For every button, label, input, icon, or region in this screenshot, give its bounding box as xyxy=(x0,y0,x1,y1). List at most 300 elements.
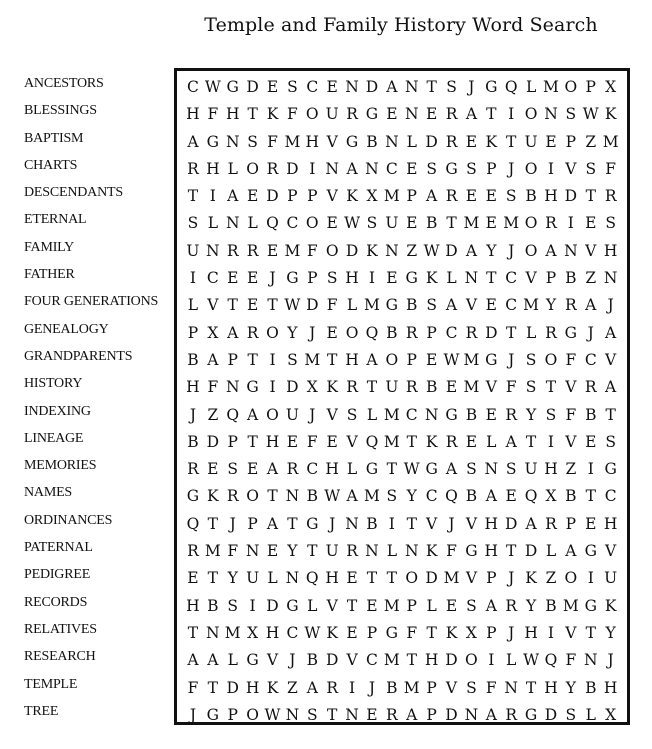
grid-letter: I xyxy=(209,187,216,206)
grid-letter: B xyxy=(585,405,597,424)
grid-letter: J xyxy=(508,350,515,369)
grid-letter: R xyxy=(505,705,518,724)
grid-letter: G xyxy=(405,269,418,288)
grid-letter: D xyxy=(425,569,438,588)
grid-letter: V xyxy=(326,596,338,615)
grid-letter: F xyxy=(406,623,418,642)
grid-letter: R xyxy=(604,187,617,206)
grid-letter: S xyxy=(326,269,338,288)
grid-letter: G xyxy=(286,269,299,288)
grid-letter: M xyxy=(543,78,559,96)
grid-letter: E xyxy=(386,269,398,288)
grid-letter: O xyxy=(266,405,279,424)
grid-letter: V xyxy=(565,623,577,642)
grid-letter: T xyxy=(307,542,318,561)
grid-letter: H xyxy=(544,678,558,697)
grid-letter: P xyxy=(227,350,238,369)
grid-letter: T xyxy=(605,405,616,424)
grid-letter: R xyxy=(326,678,339,697)
word-list-item: CHARTS xyxy=(24,157,78,173)
grid-letter: J xyxy=(607,296,614,315)
grid-row xyxy=(177,183,627,210)
grid-letter: Y xyxy=(486,241,497,260)
grid-letter: T xyxy=(386,569,398,588)
grid-letter: V xyxy=(445,678,458,697)
grid-letter: B xyxy=(425,378,438,397)
grid-letter: N xyxy=(365,542,379,561)
grid-letter: H xyxy=(186,105,200,124)
grid-letter: J xyxy=(189,705,197,724)
grid-letter: V xyxy=(426,514,438,533)
grid-letter: D xyxy=(445,705,458,724)
grid-letter: O xyxy=(246,159,259,178)
grid-letter: P xyxy=(426,678,437,697)
grid-letter: G xyxy=(186,487,200,506)
grid-letter: N xyxy=(345,78,359,96)
grid-letter: V xyxy=(605,542,617,561)
grid-letter: K xyxy=(425,542,438,561)
grid-letter: S xyxy=(446,78,457,96)
grid-letter: H xyxy=(206,159,220,178)
word-list-item: NAMES xyxy=(24,485,73,501)
grid-letter: K xyxy=(326,623,338,642)
grid-letter: V xyxy=(326,187,338,206)
grid-letter: J xyxy=(508,623,515,642)
grid-letter: A xyxy=(227,187,239,206)
grid-letter: M xyxy=(383,596,400,615)
grid-letter: A xyxy=(247,405,259,424)
grid-letter: V xyxy=(207,296,219,315)
grid-letter: E xyxy=(406,214,418,233)
grid-letter: R xyxy=(346,378,358,397)
grid-letter: L xyxy=(267,569,278,588)
grid-letter: C xyxy=(405,405,418,424)
word-list-item: RELATIVES xyxy=(24,621,97,637)
grid-letter: V xyxy=(585,241,597,260)
grid-letter: M xyxy=(364,487,380,506)
grid-letter: I xyxy=(269,378,276,397)
grid-letter: K xyxy=(425,269,438,288)
grid-letter: G xyxy=(365,105,379,124)
grid-letter: N xyxy=(464,705,479,724)
grid-letter: N xyxy=(464,269,479,288)
grid-letter: T xyxy=(386,460,398,479)
grid-row xyxy=(177,483,627,510)
word-list-item: LINEAGE xyxy=(24,430,84,446)
grid-letter: A xyxy=(445,460,458,479)
grid-letter: F xyxy=(505,378,517,397)
grid-letter: R xyxy=(445,432,458,451)
grid-letter: E xyxy=(425,105,438,124)
grid-letter: P xyxy=(406,350,417,369)
word-list xyxy=(24,70,174,725)
grid-letter: C xyxy=(584,350,597,369)
grid-letter: R xyxy=(465,323,478,342)
grid-letter: A xyxy=(505,432,517,451)
grid-letter: Q xyxy=(365,323,379,342)
grid-letter: F xyxy=(306,241,318,260)
grid-letter: R xyxy=(405,323,418,342)
grid-letter: M xyxy=(503,214,520,233)
grid-letter: T xyxy=(406,514,417,533)
grid-letter: M xyxy=(523,296,540,315)
grid-letter: I xyxy=(189,269,196,288)
grid-letter: P xyxy=(287,187,298,206)
grid-letter: J xyxy=(229,514,236,533)
grid-letter: T xyxy=(247,105,258,124)
grid-letter: L xyxy=(346,460,358,479)
grid-letter: J xyxy=(329,514,336,533)
grid-letter: I xyxy=(547,432,555,451)
grid-letter: B xyxy=(207,596,219,615)
grid-letter: A xyxy=(406,705,418,724)
grid-letter: V xyxy=(326,405,338,424)
grid-letter: I xyxy=(388,514,395,533)
grid-letter: F xyxy=(306,432,318,451)
grid-letter: G xyxy=(385,623,399,642)
grid-letter: D xyxy=(325,651,339,670)
grid-letter: M xyxy=(463,350,480,369)
grid-letter: Y xyxy=(525,405,537,424)
grid-letter: E xyxy=(246,269,259,288)
grid-letter: L xyxy=(426,596,437,615)
grid-letter: N xyxy=(365,159,379,178)
grid-letter: P xyxy=(486,569,497,588)
grid-letter: N xyxy=(206,241,220,260)
grid-letter: B xyxy=(425,214,438,233)
grid-letter: S xyxy=(545,405,557,424)
grid-letter: E xyxy=(266,78,279,96)
grid-letter: L xyxy=(227,651,238,670)
grid-letter: J xyxy=(508,159,515,178)
grid-letter: Y xyxy=(287,542,298,561)
grid-letter: O xyxy=(266,323,279,342)
grid-letter: S xyxy=(426,296,437,315)
grid-letter: E xyxy=(227,269,239,288)
grid-letter: H xyxy=(325,569,339,588)
grid-letter: R xyxy=(386,705,398,724)
grid-letter: Z xyxy=(207,405,219,424)
word-list-item: ETERNAL xyxy=(24,212,87,228)
grid-row xyxy=(177,238,627,265)
grid-letter: W xyxy=(264,705,281,724)
grid-letter: N xyxy=(325,159,339,178)
grid-letter: G xyxy=(246,651,259,670)
grid-letter: A xyxy=(266,460,279,479)
grid-letter: D xyxy=(564,187,578,206)
grid-letter: T xyxy=(207,678,218,697)
grid-letter: M xyxy=(364,296,380,315)
grid-letter: T xyxy=(247,432,258,451)
grid-letter: B xyxy=(585,678,597,697)
grid-letter: R xyxy=(584,378,597,397)
grid-letter: Q xyxy=(524,487,538,506)
grid-letter: S xyxy=(505,187,517,206)
grid-letter: C xyxy=(445,323,458,342)
grid-row xyxy=(177,402,627,429)
grid-letter: E xyxy=(545,132,557,151)
grid-letter: S xyxy=(605,214,616,233)
word-list-item: FOUR GENERATIONS xyxy=(24,294,159,310)
word-list-item: PATERNAL xyxy=(24,540,93,556)
word-list-item: RECORDS xyxy=(24,594,88,610)
grid-letter: K xyxy=(207,487,219,506)
grid-letter: P xyxy=(406,187,417,206)
grid-letter: J xyxy=(269,269,276,288)
grid-letter: L xyxy=(346,296,358,315)
grid-letter: T xyxy=(426,78,437,96)
grid-row xyxy=(177,565,627,592)
grid-letter: P xyxy=(426,323,437,342)
grid-letter: S xyxy=(466,596,477,615)
grid-letter: D xyxy=(485,323,498,342)
grid-letter: E xyxy=(266,542,279,561)
grid-letter: S xyxy=(466,460,477,479)
grid-letter: E xyxy=(286,432,299,451)
grid-letter: X xyxy=(366,187,378,206)
grid-letter: E xyxy=(207,460,219,479)
grid-letter: V xyxy=(465,296,478,315)
grid-letter: K xyxy=(266,678,279,697)
grid-letter: E xyxy=(465,132,478,151)
grid-letter: A xyxy=(227,323,239,342)
grid-letter: D xyxy=(226,678,239,697)
grid-letter: L xyxy=(386,542,397,561)
grid-letter: M xyxy=(284,132,301,151)
grid-letter: P xyxy=(307,187,318,206)
grid-letter: K xyxy=(604,596,617,615)
grid-letter: T xyxy=(207,569,218,588)
grid-letter: A xyxy=(207,651,219,670)
grid-letter: O xyxy=(305,105,319,124)
grid-letter: P xyxy=(247,514,258,533)
grid-letter: R xyxy=(226,487,239,506)
grid-letter: F xyxy=(565,405,577,424)
grid-letter: Z xyxy=(585,269,597,288)
grid-letter: T xyxy=(227,296,238,315)
grid-letter: W xyxy=(403,460,420,479)
grid-letter: R xyxy=(405,378,418,397)
word-list-item: RESEARCH xyxy=(24,649,96,665)
grid-letter: R xyxy=(445,187,458,206)
grid-letter: H xyxy=(424,651,439,670)
grid-letter: B xyxy=(386,323,398,342)
grid-letter: I xyxy=(508,105,515,124)
grid-row xyxy=(177,374,627,401)
grid-letter: Z xyxy=(545,569,557,588)
grid-row xyxy=(177,265,627,292)
grid-letter: I xyxy=(547,623,555,642)
grid-letter: T xyxy=(506,323,517,342)
grid-letter: T xyxy=(366,378,378,397)
grid-letter: A xyxy=(605,323,617,342)
grid-letter: E xyxy=(425,350,438,369)
grid-letter: W xyxy=(443,350,460,369)
grid-letter: U xyxy=(285,405,299,424)
grid-letter: E xyxy=(585,432,597,451)
grid-letter: X xyxy=(465,623,477,642)
grid-letter: K xyxy=(525,569,537,588)
grid-letter: M xyxy=(284,241,301,260)
grid-row xyxy=(177,511,627,538)
grid-letter: S xyxy=(585,159,597,178)
grid-letter: R xyxy=(226,241,239,260)
grid-letter: M xyxy=(463,378,480,397)
grid-letter: V xyxy=(326,132,338,151)
grid-letter: J xyxy=(309,405,316,424)
grid-letter: M xyxy=(304,350,321,369)
grid-letter: V xyxy=(465,569,478,588)
grid-letter: Y xyxy=(605,623,616,642)
grid-letter: W xyxy=(523,651,540,670)
grid-row xyxy=(177,429,627,456)
grid-letter: T xyxy=(486,105,497,124)
grid-letter: G xyxy=(445,159,458,178)
grid-letter: N xyxy=(404,78,419,96)
grid-letter: M xyxy=(383,651,400,670)
grid-letter: J xyxy=(587,323,594,342)
grid-letter: D xyxy=(266,596,279,615)
grid-letter: E xyxy=(187,569,199,588)
grid-letter: O xyxy=(246,705,259,724)
grid-letter: N xyxy=(345,705,359,724)
grid-letter: L xyxy=(446,269,457,288)
grid-letter: E xyxy=(585,214,597,233)
grid-letter: B xyxy=(187,350,199,369)
word-list-item: TREE xyxy=(24,703,59,719)
grid-letter: H xyxy=(544,187,558,206)
grid-row xyxy=(177,647,627,674)
grid-letter: E xyxy=(346,569,358,588)
grid-letter: U xyxy=(604,569,618,588)
grid-letter: H xyxy=(544,460,558,479)
grid-letter: E xyxy=(326,78,338,96)
grid-letter: X xyxy=(306,378,318,397)
grid-letter: Z xyxy=(287,678,298,697)
grid-letter: A xyxy=(605,378,617,397)
grid-letter: F xyxy=(207,105,219,124)
grid-letter: U xyxy=(524,132,538,151)
grid-letter: N xyxy=(225,132,240,151)
grid-letter: L xyxy=(525,323,537,342)
grid-letter: E xyxy=(326,432,338,451)
grid-letter: W xyxy=(582,105,599,124)
grid-letter: T xyxy=(585,487,596,506)
grid-letter: B xyxy=(306,487,318,506)
grid-row xyxy=(177,101,627,128)
grid-letter: A xyxy=(346,159,358,178)
grid-letter: B xyxy=(366,514,378,533)
grid-letter: U xyxy=(325,105,339,124)
grid-letter: C xyxy=(425,487,438,506)
grid-letter: R xyxy=(246,241,259,260)
grid-letter: B xyxy=(465,487,478,506)
grid-letter: T xyxy=(585,623,596,642)
grid-letter: N xyxy=(345,514,359,533)
grid-letter: E xyxy=(445,596,458,615)
grid-letter: O xyxy=(524,105,538,124)
grid-letter: W xyxy=(324,487,341,506)
grid-letter: F xyxy=(446,542,457,561)
grid-row xyxy=(177,129,627,156)
grid-letter: Y xyxy=(525,596,537,615)
grid-letter: E xyxy=(266,241,279,260)
grid-letter: Q xyxy=(544,651,558,670)
grid-letter: D xyxy=(206,432,220,451)
grid-letter: Y xyxy=(545,296,557,315)
grid-letter: S xyxy=(247,132,258,151)
grid-letter: C xyxy=(286,214,299,233)
grid-letter: F xyxy=(326,296,338,315)
grid-letter: E xyxy=(406,159,418,178)
grid-letter: P xyxy=(366,623,378,642)
grid-row xyxy=(177,456,627,483)
grid-letter: Q xyxy=(186,514,200,533)
grid-letter: E xyxy=(366,596,378,615)
grid-letter: O xyxy=(465,651,478,670)
grid-letter: S xyxy=(565,105,577,124)
grid-letter: R xyxy=(246,323,259,342)
grid-letter: Y xyxy=(227,569,238,588)
grid-letter: T xyxy=(207,514,218,533)
grid-letter: L xyxy=(207,214,218,233)
grid-letter: D xyxy=(306,296,319,315)
word-list-item: GENEALOGY xyxy=(24,321,109,337)
grid-letter: A xyxy=(585,296,597,315)
grid-letter: C xyxy=(366,651,378,670)
grid-letter: C xyxy=(206,269,219,288)
grid-letter: E xyxy=(505,487,517,506)
grid-letter: O xyxy=(544,350,558,369)
grid-letter: B xyxy=(545,596,557,615)
grid-letter: H xyxy=(484,514,499,533)
grid-letter: Y xyxy=(565,678,576,697)
grid-letter: H xyxy=(245,678,260,697)
grid-letter: L xyxy=(227,159,238,178)
grid-letter: P xyxy=(486,623,497,642)
grid-letter: T xyxy=(506,542,517,561)
grid-letter: P xyxy=(486,159,497,178)
grid-letter: P xyxy=(307,269,318,288)
grid-letter: E xyxy=(386,105,398,124)
grid-letter: G xyxy=(485,78,498,96)
grid-letter: T xyxy=(366,569,378,588)
grid-letter: F xyxy=(565,350,577,369)
grid-letter: O xyxy=(345,323,359,342)
grid-letter: A xyxy=(545,241,557,260)
grid-letter: G xyxy=(385,296,399,315)
grid-letter: P xyxy=(565,132,577,151)
grid-letter: K xyxy=(445,623,458,642)
grid-letter: S xyxy=(525,378,537,397)
grid-row xyxy=(177,702,627,729)
grid-letter: E xyxy=(465,432,478,451)
grid-letter: L xyxy=(187,296,199,315)
grid-letter: O xyxy=(564,569,578,588)
grid-letter: S xyxy=(605,432,616,451)
grid-letter: N xyxy=(603,269,618,288)
word-list-item: FAMILY xyxy=(24,239,75,255)
grid-letter: C xyxy=(505,269,518,288)
grid-letter: G xyxy=(425,460,438,479)
grid-letter: X xyxy=(605,78,617,96)
grid-letter: K xyxy=(346,187,358,206)
grid-letter: J xyxy=(508,241,515,260)
grid-letter: S xyxy=(525,350,537,369)
grid-letter: H xyxy=(186,378,200,397)
grid-letter: K xyxy=(366,241,378,260)
grid-letter: M xyxy=(224,623,241,642)
